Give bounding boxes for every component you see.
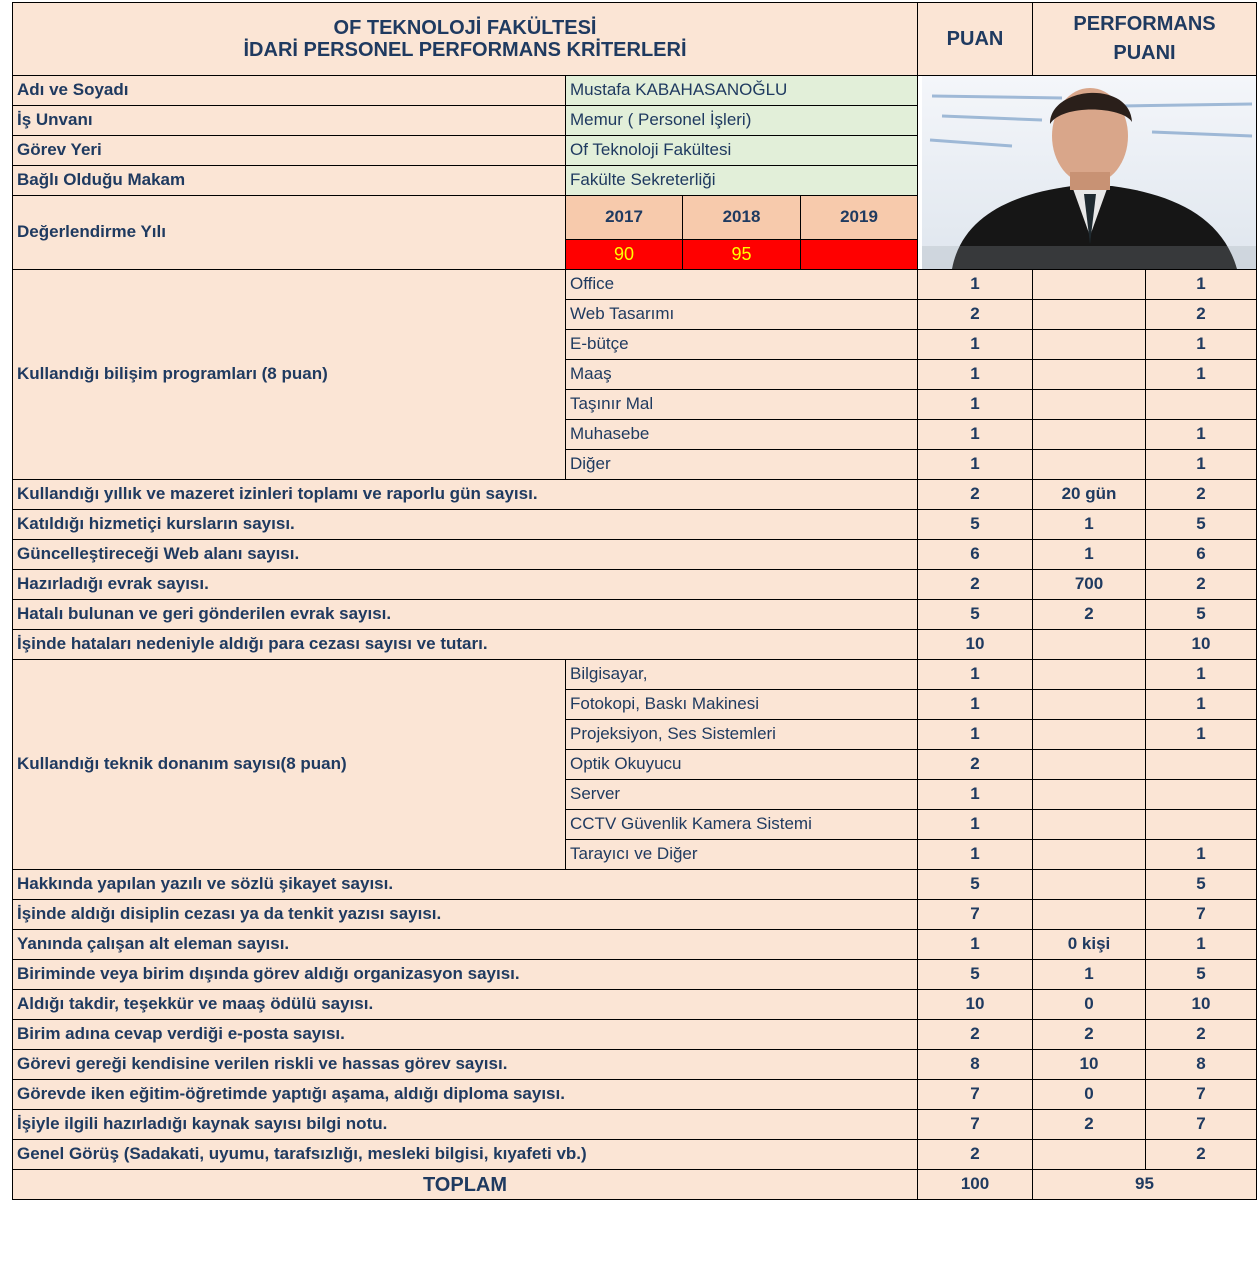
value-cell	[1033, 900, 1146, 930]
perf-cell: 5	[1146, 960, 1257, 990]
puan-cell: 1	[918, 780, 1033, 810]
item-name: Bilgisayar,	[566, 660, 918, 690]
value-cell	[1033, 330, 1146, 360]
perf-cell: 10	[1146, 990, 1257, 1020]
perf-cell: 2	[1146, 1140, 1257, 1170]
criteria-label: Hazırladığı evrak sayısı.	[13, 570, 918, 600]
item-name: Taşınır Mal	[566, 390, 918, 420]
value-cell: 0	[1033, 1080, 1146, 1110]
criteria-label: Güncelleştireceği Web alanı sayısı.	[13, 540, 918, 570]
group-row	[13, 270, 1257, 300]
criteria-label: Birim adına cevap verdiği e-posta sayısı.	[13, 1020, 918, 1050]
value-cell	[1033, 810, 1146, 840]
criteria-label: Aldığı takdir, teşekkür ve maaş ödülü sayısı.	[13, 990, 918, 1020]
perf-cell: 2	[1146, 570, 1257, 600]
year-cell: 2017	[566, 196, 683, 240]
criteria-label: İşiyle ilgili hazırladığı kaynak sayısı bilgi notu.	[13, 1110, 918, 1140]
perf-cell: 1	[1146, 690, 1257, 720]
perf-cell: 1	[1146, 660, 1257, 690]
criteria-label: İşinde hataları nedeniyle aldığı para cezası sayısı ve tutarı.	[13, 630, 918, 660]
puan-cell: 5	[918, 510, 1033, 540]
puan-cell: 7	[918, 1110, 1033, 1140]
criteria-label: Katıldığı hizmetiçi kursların sayısı.	[13, 510, 918, 540]
criteria-row	[13, 870, 1257, 900]
puan-cell: 1	[918, 270, 1033, 300]
perf-cell: 7	[1146, 1110, 1257, 1140]
title-line-2: İDARİ PERSONEL PERFORMANS KRİTERLERİ	[243, 39, 687, 61]
value-cell	[1033, 750, 1146, 780]
criteria-label: Hakkında yapılan yazılı ve sözlü şikayet sayısı.	[13, 870, 918, 900]
info-label: Adı ve Soyadı	[13, 76, 566, 106]
criteria-row	[13, 930, 1257, 960]
value-cell: 700	[1033, 570, 1146, 600]
perf-cell	[1146, 750, 1257, 780]
criteria-label: Biriminde veya birim dışında görev aldığı organizasyon sayısı.	[13, 960, 918, 990]
item-name: Web Tasarımı	[566, 300, 918, 330]
info-value: Fakülte Sekreterliği	[566, 166, 918, 196]
criteria-row	[13, 900, 1257, 930]
year-cell: 2018	[683, 196, 801, 240]
criteria-row	[13, 510, 1257, 540]
page-title	[13, 3, 918, 76]
year-score: 95	[683, 240, 801, 270]
puan-cell: 1	[918, 420, 1033, 450]
perf-cell: 1	[1146, 930, 1257, 960]
total-puan: 100	[918, 1170, 1033, 1200]
value-cell: 2	[1033, 1020, 1146, 1050]
year-score	[801, 240, 918, 270]
puan-cell: 8	[918, 1050, 1033, 1080]
year-cell: 2019	[801, 196, 918, 240]
info-label: Bağlı Olduğu Makam	[13, 166, 566, 196]
value-cell: 0 kişi	[1033, 930, 1146, 960]
criteria-label: İşinde aldığı disiplin cezası ya da tenkit yazısı sayısı.	[13, 900, 918, 930]
criteria-row	[13, 1080, 1257, 1110]
perf-cell: 1	[1146, 720, 1257, 750]
perf-cell: 1	[1146, 360, 1257, 390]
item-name: Maaş	[566, 360, 918, 390]
value-cell	[1033, 840, 1146, 870]
value-cell	[1033, 300, 1146, 330]
perf-cell: 10	[1146, 630, 1257, 660]
puan-cell: 5	[918, 960, 1033, 990]
puan-cell: 1	[918, 360, 1033, 390]
puan-cell: 10	[918, 990, 1033, 1020]
perf-cell: 5	[1146, 510, 1257, 540]
perf-cell: 5	[1146, 600, 1257, 630]
perf-cell: 1	[1146, 450, 1257, 480]
performans-header	[1033, 3, 1257, 76]
value-cell	[1033, 1140, 1146, 1170]
item-name: Diğer	[566, 450, 918, 480]
performance-table	[12, 2, 1257, 1200]
criteria-label: Hatalı bulunan ve geri gönderilen evrak sayısı.	[13, 600, 918, 630]
year-score: 90	[566, 240, 683, 270]
value-cell	[1033, 720, 1146, 750]
info-label: İş Unvanı	[13, 106, 566, 136]
value-cell: 0	[1033, 990, 1146, 1020]
puan-cell: 1	[918, 720, 1033, 750]
puan-cell: 1	[918, 450, 1033, 480]
perf-cell	[1146, 810, 1257, 840]
total-row	[13, 1170, 1257, 1200]
puan-cell: 2	[918, 300, 1033, 330]
puan-cell: 1	[918, 810, 1033, 840]
perf-cell: 8	[1146, 1050, 1257, 1080]
puan-cell: 2	[918, 480, 1033, 510]
total-perf: 95	[1033, 1170, 1257, 1200]
group-row	[13, 660, 1257, 690]
item-name: Projeksiyon, Ses Sistemleri	[566, 720, 918, 750]
info-value: Memur ( Personel İşleri)	[566, 106, 918, 136]
perf-cell: 7	[1146, 900, 1257, 930]
performans-line-1: PERFORMANS	[1073, 13, 1216, 35]
criteria-row	[13, 1020, 1257, 1050]
criteria-row	[13, 540, 1257, 570]
puan-cell: 2	[918, 1140, 1033, 1170]
value-cell	[1033, 630, 1146, 660]
criteria-row	[13, 570, 1257, 600]
item-name: E-bütçe	[566, 330, 918, 360]
value-cell	[1033, 450, 1146, 480]
value-cell: 1	[1033, 960, 1146, 990]
item-name: CCTV Güvenlik Kamera Sistemi	[566, 810, 918, 840]
perf-cell: 1	[1146, 330, 1257, 360]
evaluation-year-label: Değerlendirme Yılı	[13, 196, 566, 270]
criteria-label: Kullandığı yıllık ve mazeret izinleri toplamı ve raporlu gün sayısı.	[13, 480, 918, 510]
criteria-row	[13, 1140, 1257, 1170]
perf-cell: 1	[1146, 270, 1257, 300]
value-cell	[1033, 780, 1146, 810]
puan-cell: 1	[918, 330, 1033, 360]
perf-cell: 1	[1146, 840, 1257, 870]
total-label: TOPLAM	[13, 1170, 918, 1200]
puan-cell: 7	[918, 900, 1033, 930]
group-label: Kullandığı bilişim programları (8 puan)	[13, 270, 566, 480]
value-cell	[1033, 360, 1146, 390]
perf-cell: 7	[1146, 1080, 1257, 1110]
value-cell: 2	[1033, 1110, 1146, 1140]
puan-cell: 7	[918, 1080, 1033, 1110]
profile-photo	[918, 76, 1257, 270]
value-cell: 1	[1033, 510, 1146, 540]
item-name: Tarayıcı ve Diğer	[566, 840, 918, 870]
criteria-row	[13, 600, 1257, 630]
puan-cell: 1	[918, 840, 1033, 870]
criteria-row	[13, 480, 1257, 510]
perf-cell	[1146, 780, 1257, 810]
perf-cell: 6	[1146, 540, 1257, 570]
puan-cell: 1	[918, 690, 1033, 720]
puan-cell: 1	[918, 930, 1033, 960]
criteria-row	[13, 630, 1257, 660]
perf-cell: 2	[1146, 300, 1257, 330]
puan-cell: 5	[918, 600, 1033, 630]
info-value: Of Teknoloji Fakültesi	[566, 136, 918, 166]
puan-header: PUAN	[918, 3, 1033, 76]
puan-cell: 2	[918, 750, 1033, 780]
item-name: Optik Okuyucu	[566, 750, 918, 780]
puan-cell: 2	[918, 570, 1033, 600]
value-cell	[1033, 270, 1146, 300]
title-line-1: OF TEKNOLOJİ FAKÜLTESİ	[333, 17, 597, 39]
group-label: Kullandığı teknik donanım sayısı(8 puan)	[13, 660, 566, 870]
item-name: Office	[566, 270, 918, 300]
criteria-label: Yanında çalışan alt eleman sayısı.	[13, 930, 918, 960]
criteria-row	[13, 960, 1257, 990]
item-name: Server	[566, 780, 918, 810]
perf-cell: 2	[1146, 480, 1257, 510]
puan-cell: 6	[918, 540, 1033, 570]
criteria-row	[13, 990, 1257, 1020]
portrait-image	[922, 76, 1257, 269]
perf-cell	[1146, 390, 1257, 420]
value-cell: 2	[1033, 600, 1146, 630]
puan-cell: 1	[918, 660, 1033, 690]
criteria-label: Görevi gereği kendisine verilen riskli ve hassas görev sayısı.	[13, 1050, 918, 1080]
perf-cell: 2	[1146, 1020, 1257, 1050]
item-name: Muhasebe	[566, 420, 918, 450]
criteria-label: Görevde iken eğitim-öğretimde yaptığı aşama, aldığı diploma sayısı.	[13, 1080, 918, 1110]
info-label: Görev Yeri	[13, 136, 566, 166]
criteria-label: Genel Görüş (Sadakati, uyumu, tarafsızlığı, mesleki bilgisi, kıyafeti vb.)	[13, 1140, 918, 1170]
value-cell	[1033, 390, 1146, 420]
criteria-row	[13, 1110, 1257, 1140]
puan-cell: 1	[918, 390, 1033, 420]
criteria-row	[13, 1050, 1257, 1080]
perf-cell: 5	[1146, 870, 1257, 900]
value-cell	[1033, 660, 1146, 690]
item-name: Fotokopi, Baskı Makinesi	[566, 690, 918, 720]
perf-cell: 1	[1146, 420, 1257, 450]
value-cell	[1033, 420, 1146, 450]
performans-line-2: PUANI	[1113, 42, 1176, 64]
value-cell: 20 gün	[1033, 480, 1146, 510]
value-cell	[1033, 690, 1146, 720]
value-cell: 1	[1033, 540, 1146, 570]
puan-cell: 5	[918, 870, 1033, 900]
info-value: Mustafa KABAHASANOĞLU	[566, 76, 918, 106]
value-cell	[1033, 870, 1146, 900]
value-cell: 10	[1033, 1050, 1146, 1080]
puan-cell: 2	[918, 1020, 1033, 1050]
puan-cell: 10	[918, 630, 1033, 660]
